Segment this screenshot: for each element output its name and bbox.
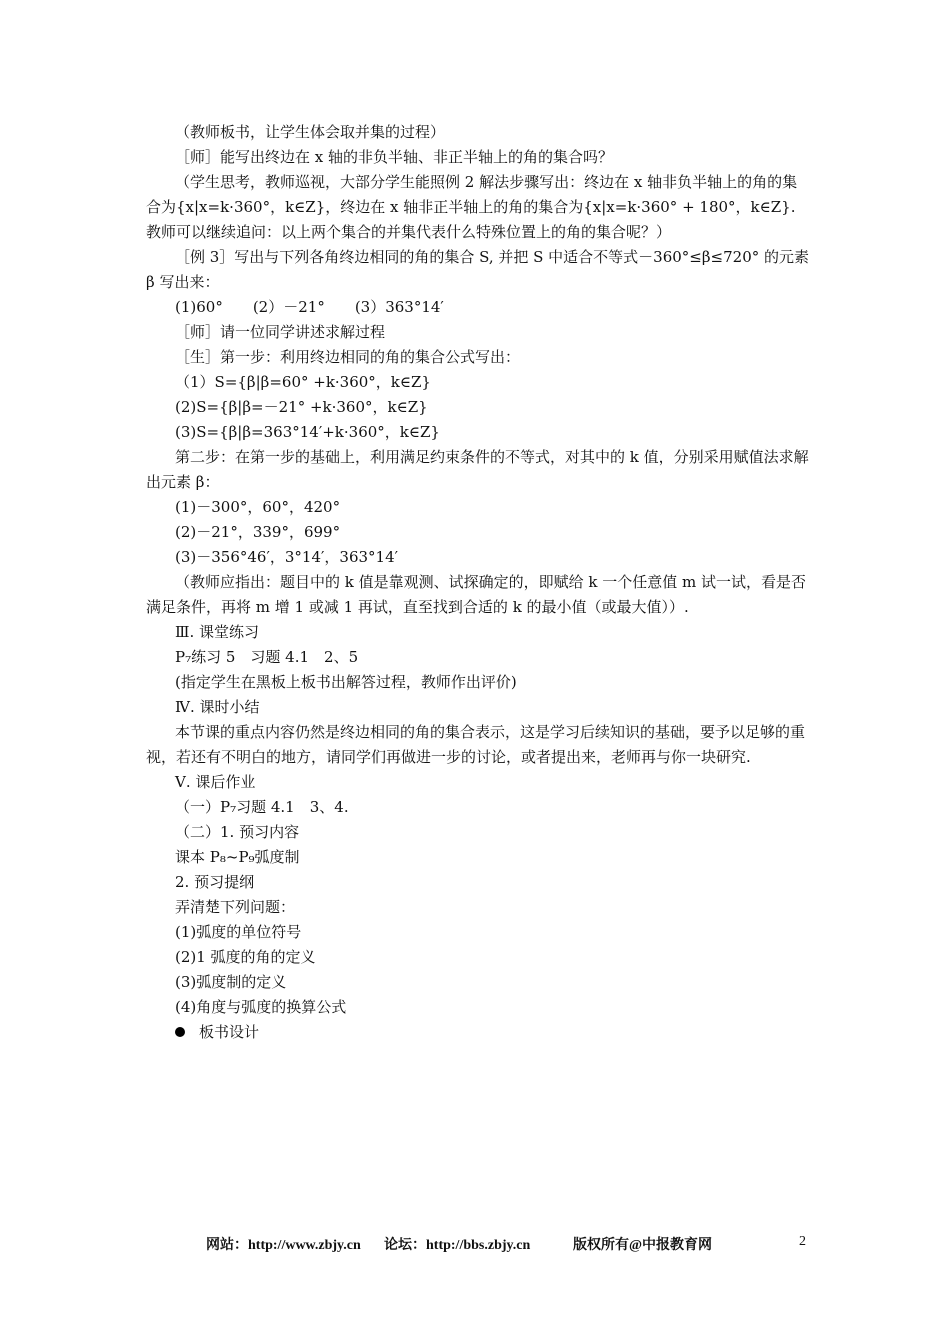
formula-line: （1）S={β|β=60° +k·360°，k∈Z} [175,373,431,391]
paragraph: 本节课的重点内容仍然是终边相同的角的集合表示，这是学习后续知识的基础，要予以足够的重视，若还有不明白的地方，请同学们再做进一步的讨论，或者提出来，老师再与你一块研究. [146,723,806,766]
footer-forum: 论坛：http://bbs.zbjy.cn [384,1238,531,1253]
section-heading: Ⅲ. 课堂练习 [175,623,260,641]
answer-line: (2)－21°，339°，699° [175,523,341,541]
example-3-prompt: ［例 3］写出与下列各角终边相同的角的集合 S, 并把 S 中适合不等式－360°≤β≤720° 的元素 β 写出来： [146,248,810,291]
text-line: （教师板书，让学生体会取并集的过程） [175,123,446,141]
text-line: ［师］请一位同学讲述求解过程 [175,323,386,341]
text-line: P₇练习 5 习题 4.1 2、5 [175,648,359,666]
paragraph: （教师应指出：题目中的 k 值是靠观测、试探确定的，即赋给 k 一个任意值 m 试一试，看是否满足条件，再将 m 增 1 或减 1 再试，直至找到合适的 k 的最小值（或最大值））. [146,573,807,616]
section-heading: Ⅴ. 课后作业 [175,773,256,791]
paragraph: （学生思考，教师巡视，大部分学生能照例 2 解法步骤写出：终边在 x 轴非负半轴上的角的集合为{x|x=k·360°，k∈Z}，终边在 x 轴非正半轴上的角的集合为{x|x=k·360° + 180°，k∈Z}. 教师可以继续追问：以上两个集合的并集代表什么特殊位置上的角的集合呢？） [146,173,798,241]
footer-copyright: 版权所有@中报教育网 [573,1238,713,1253]
bullet-icon [175,1027,185,1037]
answer-line: (3)－356°46′，3°14′，363°14′ [175,548,399,566]
text-line: (1)60° (2）－21° (3）363°14′ [175,298,444,316]
text-line: 2. 预习提纲 [175,873,255,891]
text-line: 课本 P₈~P₉弧度制 [175,848,300,866]
page-number: 2 [799,1234,806,1249]
footer-site: 网站：http://www.zbjy.cn [206,1238,361,1253]
formula-line: (3)S={β|β=363°14′+k·360°，k∈Z} [175,423,440,441]
list-item: (4)角度与弧度的换算公式 [175,998,347,1016]
paragraph: 第二步：在第一步的基础上，利用满足约束条件的不等式，对其中的 k 值，分别采用赋值法求解出元素 β： [146,448,809,491]
text-line: （一）P₇习题 4.1 3、4. [175,798,349,816]
list-item: (1)弧度的单位符号 [175,923,302,941]
text-line: 弄清楚下列问题： [175,898,296,916]
text-line: (指定学生在黑板上板书出解答过程，教师作出评价) [175,673,517,691]
text-line: ［师］能写出终边在 x 轴的非负半轴、非正半轴上的角的集合吗？ [175,148,613,166]
text-line: （二）1. 预习内容 [175,823,300,841]
list-item: (2)1 弧度的角的定义 [175,948,316,966]
bullet-item [146,1020,812,1045]
text-line: ［生］第一步：利用终边相同的角的集合公式写出： [175,348,521,366]
document-body [146,120,812,1045]
formula-line: (2)S={β|β=－21° +k·360°，k∈Z} [175,398,428,416]
list-item: (3)弧度制的定义 [175,973,287,991]
answer-line: (1)－300°，60°，420° [175,498,341,516]
bullet-label: 板书设计 [199,1023,260,1041]
section-heading: Ⅳ. 课时小结 [175,698,260,716]
